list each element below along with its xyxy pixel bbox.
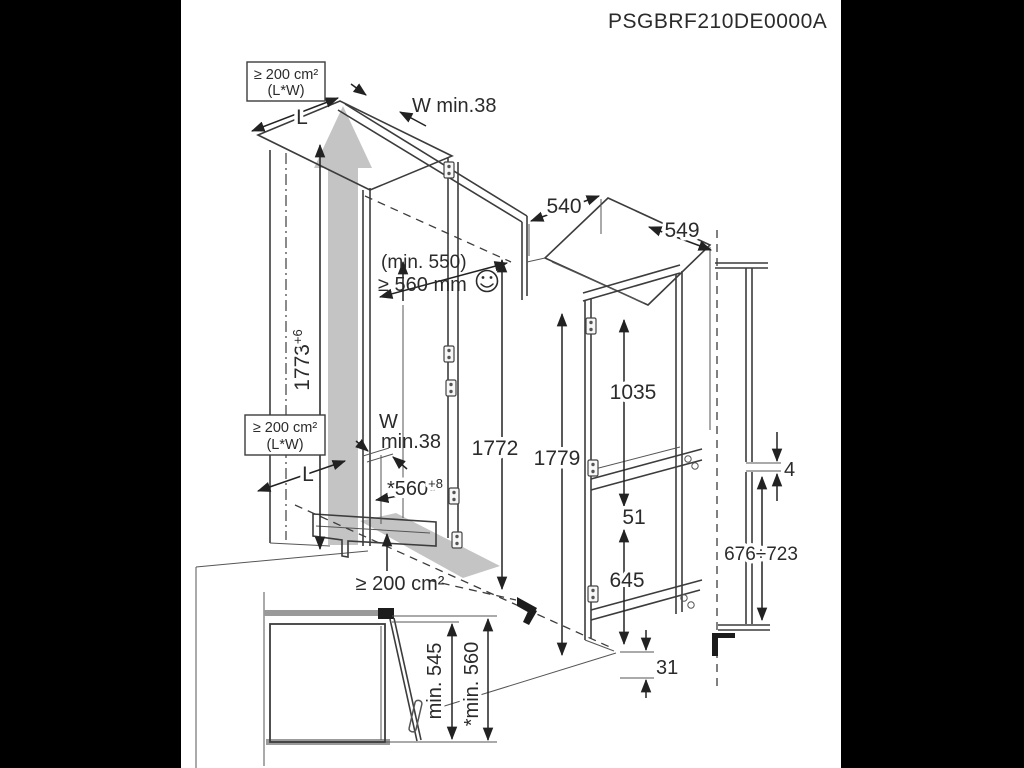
- label-4: 4: [784, 459, 796, 481]
- vent-box-mid-line1: ≥ 200 cm²: [252, 420, 318, 436]
- label-L-top: L: [296, 106, 308, 129]
- label-540: 540: [546, 195, 582, 218]
- label-676-723: 676÷723: [724, 544, 798, 565]
- label-plan-min545: min. 545: [424, 642, 446, 720]
- label-plan-min560: *min. 560: [461, 641, 483, 727]
- vent-area-box-mid: [245, 415, 325, 455]
- vent-box-top-line1: ≥ 200 cm²: [253, 67, 319, 83]
- hinge-icon: [444, 346, 454, 362]
- drawing-sheet: [181, 0, 841, 768]
- label-min38-bottom: min.38: [381, 431, 442, 453]
- vent-box-top-line2: (L*W): [267, 83, 305, 99]
- hinge-icon: [444, 162, 454, 178]
- label-645: 645: [609, 569, 645, 592]
- hinge-icon: [449, 488, 459, 504]
- label-1773: $1773^{+6}$: [290, 329, 314, 391]
- vent-area-box-top: [247, 62, 325, 101]
- label-51: 51: [622, 506, 646, 529]
- label-560mm: ≥ 560 mm: [378, 274, 467, 296]
- label-vent-bottom: ≥ 200 cm²: [355, 573, 445, 595]
- label-min550: (min. 550): [381, 252, 467, 273]
- label-w-bottom: W: [379, 411, 398, 433]
- hinge-icon: [446, 380, 456, 396]
- model-code: PSGBRF210DE0000A: [608, 10, 828, 33]
- label-1779: 1779: [533, 447, 581, 470]
- label-1035: 1035: [609, 381, 657, 404]
- label-w-min38-top: W min.38: [412, 95, 497, 117]
- hinge-icon: [452, 532, 462, 548]
- label-1772: 1772: [471, 437, 519, 460]
- plan-door-pivot: [378, 608, 394, 619]
- label-549: 549: [664, 219, 700, 242]
- label-31: 31: [656, 657, 679, 679]
- hinge-icon: [588, 586, 598, 602]
- label-L-bottom: L: [302, 463, 314, 486]
- plan-top-wall: [264, 610, 392, 616]
- hinge-icon: [588, 460, 598, 476]
- hinge-icon: [586, 318, 596, 334]
- label-560-width: $*560^{+8}$: [387, 476, 443, 500]
- vent-box-mid-line2: (L*W): [266, 437, 304, 453]
